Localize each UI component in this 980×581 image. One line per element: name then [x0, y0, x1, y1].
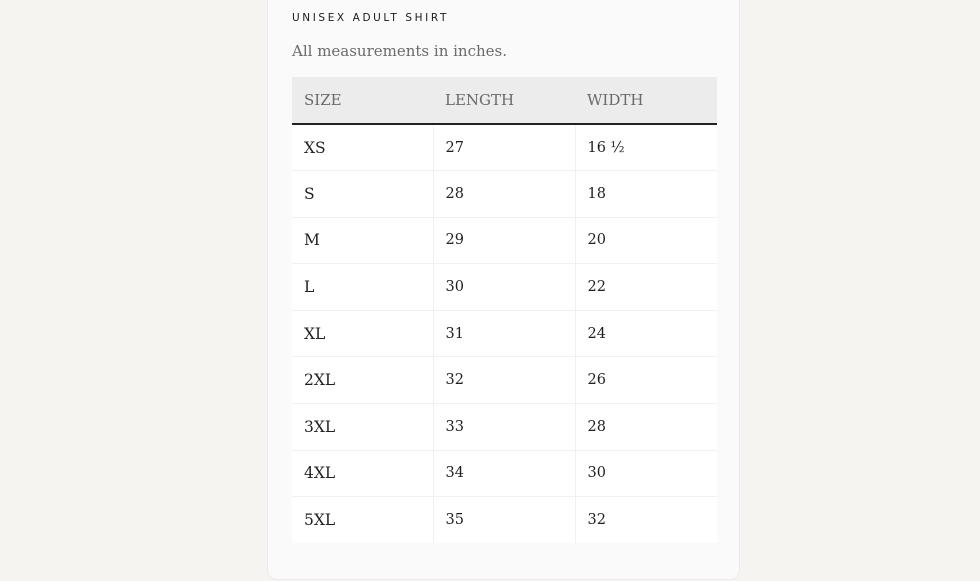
length-cell: 28	[433, 171, 575, 218]
width-cell: 18	[575, 171, 717, 218]
table-row	[292, 217, 717, 264]
width-cell: 32	[575, 497, 717, 544]
size-cell: S	[292, 171, 433, 218]
length-cell: 32	[433, 357, 575, 404]
table-row	[292, 124, 717, 171]
table-row	[292, 310, 717, 357]
length-cell: 29	[433, 217, 575, 264]
size-cell: 4XL	[292, 450, 433, 497]
size-cell: 5XL	[292, 497, 433, 544]
width-cell: 20	[575, 217, 717, 264]
width-cell: 22	[575, 264, 717, 311]
length-cell: 35	[433, 497, 575, 544]
length-cell: 30	[433, 264, 575, 311]
size-cell: XS	[292, 124, 433, 171]
width-cell: 26	[575, 357, 717, 404]
table-row	[292, 450, 717, 497]
table-row	[292, 497, 717, 544]
table-row	[292, 404, 717, 451]
size-cell: XL	[292, 310, 433, 357]
column-header-width: WIDTH	[575, 77, 717, 124]
table-header-row	[292, 77, 717, 124]
size-chart-title: UNISEX ADULT SHIRT	[292, 12, 449, 24]
size-cell: 3XL	[292, 404, 433, 451]
column-header-length: LENGTH	[433, 77, 575, 124]
width-cell: 16 ½	[575, 124, 717, 171]
size-chart-table	[292, 77, 717, 543]
length-cell: 31	[433, 310, 575, 357]
measurement-note: All measurements in inches.	[292, 42, 507, 60]
length-cell: 27	[433, 124, 575, 171]
size-cell: M	[292, 217, 433, 264]
size-cell: L	[292, 264, 433, 311]
table-row	[292, 264, 717, 311]
length-cell: 33	[433, 404, 575, 451]
width-cell: 28	[575, 404, 717, 451]
table-row	[292, 171, 717, 218]
table-row	[292, 357, 717, 404]
size-cell: 2XL	[292, 357, 433, 404]
width-cell: 24	[575, 310, 717, 357]
column-header-size: SIZE	[292, 77, 433, 124]
width-cell: 30	[575, 450, 717, 497]
length-cell: 34	[433, 450, 575, 497]
